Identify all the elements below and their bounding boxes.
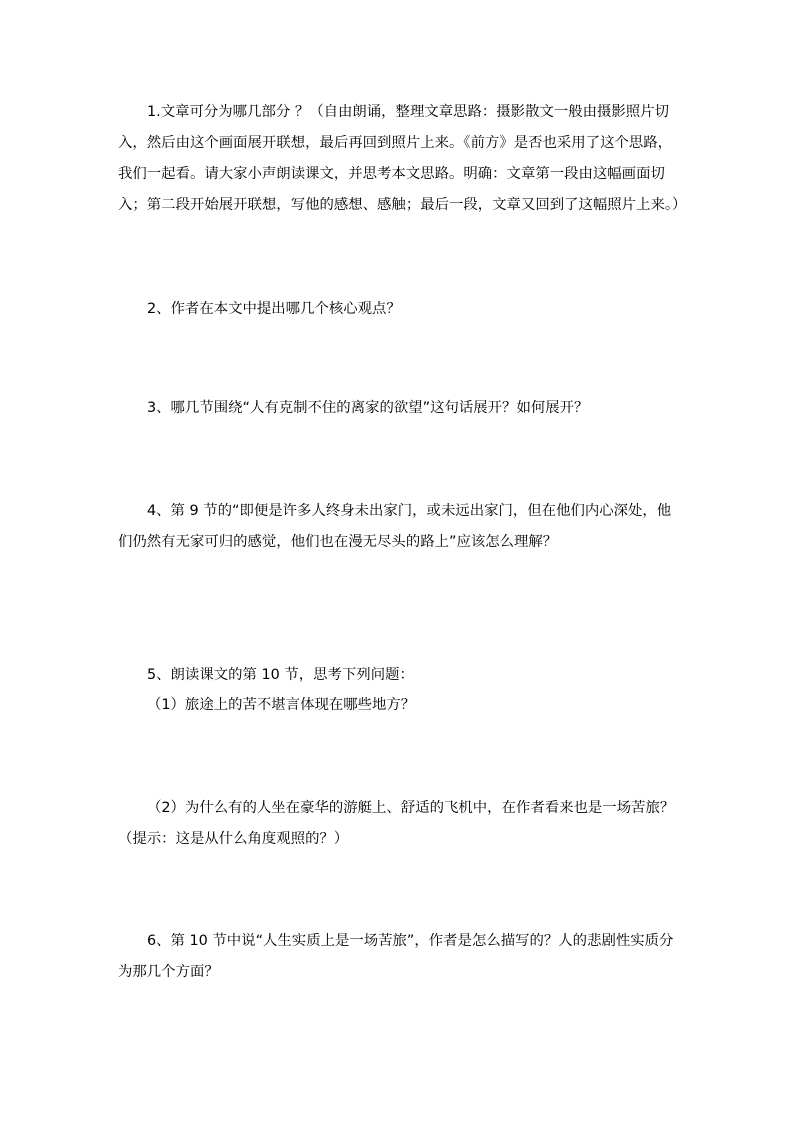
question-6-paragraph: 6、第 10 节中说“人生实质上是一场苦旅”，作者是怎么描写的？人的悲剧性实质分为那几个方面？ <box>118 933 674 980</box>
question-1-paragraph: 1.文章可分为哪几部分 ？（自由朗诵，整理文章思路：摄影散文一般由摄影照片切入，然后由这个画面展开联想，最后再回到照片上来。《前方》是否也采用了这个思路，我们一起看。请大家小声朗读课文，并思考本文思路。明确：文章第一段由这幅画面切入；第二段开始展开联想，写他的感想、感触；最后一段，文章又回到了这幅照片上来。） <box>118 104 687 213</box>
question-5-sub-2: （2）为什么有的人坐在豪华的游艇上、舒适的飞机中，在作者看来也是一场苦旅？（提示：这是从什么角度观照的？） <box>118 800 675 847</box>
question-5-sub-1: （1）旅途上的苦不堪言体现在哪些地方？ <box>147 697 416 713</box>
question-3-paragraph: 3、哪几节围绕“人有克制不住的离家的欲望”这句话展开？如何展开？ <box>147 400 589 416</box>
question-5-paragraph: 5、朗读课文的第 10 节，思考下列问题： <box>147 667 414 683</box>
question-4-paragraph: 4、第 9 节的“即便是许多人终身未出家门，或未远出家门，但在他们内心深处，他们仍然有无家可归的感觉，他们也在漫无尽头的路上”应该怎么理解？ <box>118 503 672 550</box>
question-2-paragraph: 2、作者在本文中提出哪几个核心观点？ <box>147 301 401 317</box>
